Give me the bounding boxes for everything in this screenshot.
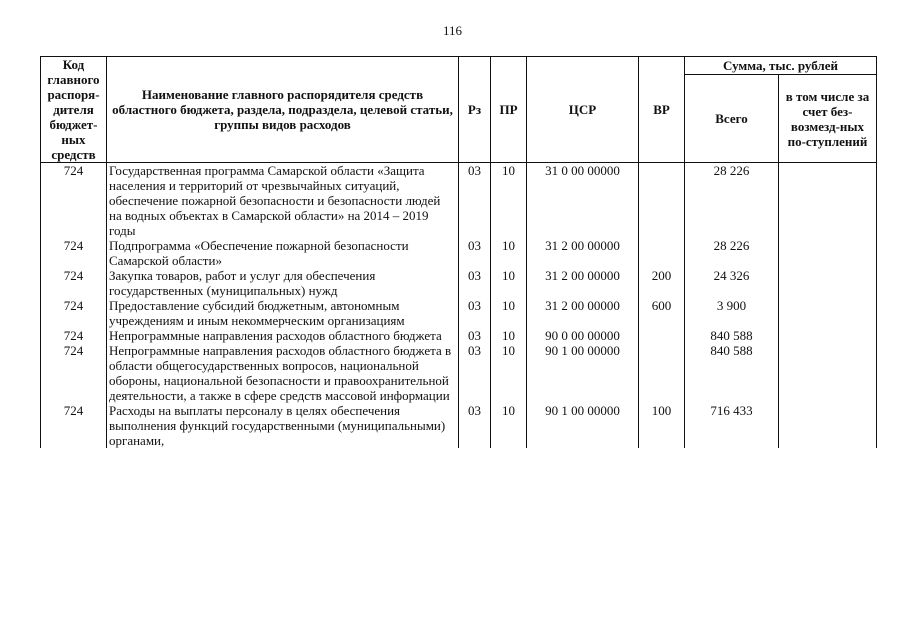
cell-code: 724 [41, 328, 107, 343]
cell-name: Государственная программа Самарской области «Защита населения и территорий от чрезвычайных ситуаций, обеспечение пожарной безопасности и безопасности людей на водных объектах в Самарской области» на 2014 – 2019 годы [107, 163, 459, 239]
cell-rz: 03 [459, 163, 491, 239]
cell-total: 28 226 [685, 238, 779, 268]
cell-csr: 90 0 00 00000 [527, 328, 639, 343]
cell-rz: 03 [459, 298, 491, 328]
cell-code: 724 [41, 268, 107, 298]
cell-vr [639, 328, 685, 343]
cell-vr [639, 163, 685, 239]
header-csr: ЦСР [527, 57, 639, 163]
cell-name: Расходы на выплаты персоналу в целях обеспечения выполнения функций государственными (муниципальными) органами, [107, 403, 459, 448]
cell-total: 716 433 [685, 403, 779, 448]
header-sum-group: Сумма, тыс. рублей [685, 57, 877, 75]
cell-incl [779, 403, 877, 448]
cell-csr: 90 1 00 00000 [527, 343, 639, 403]
cell-pr: 10 [491, 298, 527, 328]
table-row [41, 328, 877, 343]
cell-csr: 31 2 00 00000 [527, 238, 639, 268]
table-row [41, 163, 877, 239]
cell-vr: 200 [639, 268, 685, 298]
header-rz: Рз [459, 57, 491, 163]
header-incl: в том числе за счет без-возмезд-ных по-ступлений [779, 75, 877, 163]
cell-vr [639, 343, 685, 403]
cell-pr: 10 [491, 268, 527, 298]
cell-vr [639, 238, 685, 268]
cell-name: Непрограммные направления расходов областного бюджета в области общегосударственных вопросов, национальной обороны, национальной безопасности и правоохранительной деятельности, а также в сфере средств массовой информации [107, 343, 459, 403]
table-row [41, 298, 877, 328]
cell-pr: 10 [491, 343, 527, 403]
budget-table [40, 56, 877, 448]
cell-incl [779, 328, 877, 343]
cell-rz: 03 [459, 403, 491, 448]
cell-code: 724 [41, 343, 107, 403]
cell-code: 724 [41, 163, 107, 239]
cell-rz: 03 [459, 343, 491, 403]
cell-incl [779, 298, 877, 328]
cell-name: Непрограммные направления расходов областного бюджета [107, 328, 459, 343]
cell-incl [779, 163, 877, 239]
cell-vr: 600 [639, 298, 685, 328]
cell-rz: 03 [459, 328, 491, 343]
page-number: 116 [442, 23, 463, 38]
cell-name: Закупка товаров, работ и услуг для обеспечения государственных (муниципальных) нужд [107, 268, 459, 298]
cell-incl [779, 343, 877, 403]
cell-csr: 90 1 00 00000 [527, 403, 639, 448]
cell-total: 28 226 [685, 163, 779, 239]
cell-code: 724 [41, 403, 107, 448]
cell-incl [779, 268, 877, 298]
cell-pr: 10 [491, 328, 527, 343]
cell-csr: 31 0 00 00000 [527, 163, 639, 239]
table-row [41, 403, 877, 448]
cell-name: Подпрограмма «Обеспечение пожарной безопасности Самарской области» [107, 238, 459, 268]
cell-total: 3 900 [685, 298, 779, 328]
cell-code: 724 [41, 298, 107, 328]
header-code: Код главного распоря-дителя бюджет-ных средств [41, 57, 107, 163]
cell-pr: 10 [491, 238, 527, 268]
header-name: Наименование главного распорядителя средств областного бюджета, раздела, подраздела, целевой статьи, группы видов расходов [107, 57, 459, 163]
header-vr: ВР [639, 57, 685, 163]
cell-rz: 03 [459, 268, 491, 298]
cell-csr: 31 2 00 00000 [527, 298, 639, 328]
cell-vr: 100 [639, 403, 685, 448]
table-row [41, 238, 877, 268]
cell-pr: 10 [491, 163, 527, 239]
cell-csr: 31 2 00 00000 [527, 268, 639, 298]
cell-code: 724 [41, 238, 107, 268]
header-total: Всего [685, 75, 779, 163]
cell-rz: 03 [459, 238, 491, 268]
cell-total: 24 326 [685, 268, 779, 298]
cell-total: 840 588 [685, 328, 779, 343]
cell-incl [779, 238, 877, 268]
cell-total: 840 588 [685, 343, 779, 403]
table-row [41, 268, 877, 298]
table-row [41, 343, 877, 403]
header-pr: ПР [491, 57, 527, 163]
cell-name: Предоставление субсидий бюджетным, автономным учреждениям и иным некоммерческим организациям [107, 298, 459, 328]
cell-pr: 10 [491, 403, 527, 448]
